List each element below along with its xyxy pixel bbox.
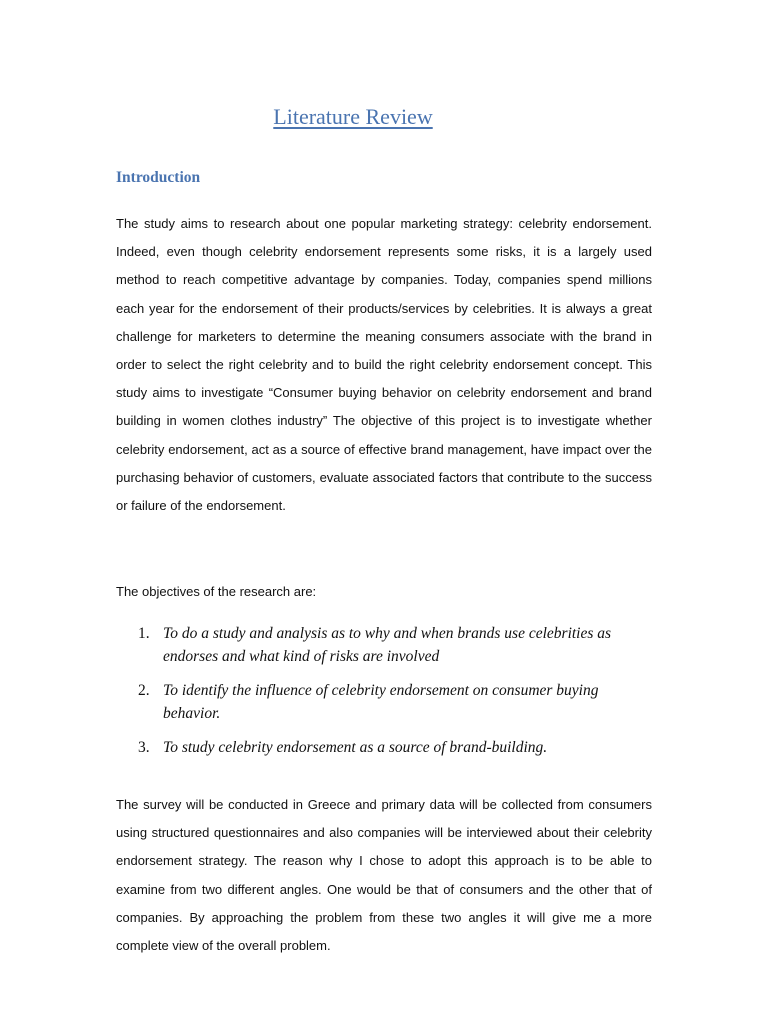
objective-number: 3. bbox=[138, 739, 150, 756]
objective-text: To study celebrity endorsement as a source of brand-building. bbox=[163, 739, 548, 756]
objective-number: 2. bbox=[138, 682, 150, 699]
intro-paragraph: The study aims to research about one popular marketing strategy: celebrity endorsement. Indeed, even though celebrity endorsement represents some risks, it is a largely used method to reach competitive advantage by companies. Today, companies spend millions each year for the endorsement of their products/services by celebrities. It is always a great challenge for marketers to determine the meaning consumers associate with the brand in order to select the right celebrity and to build the right celebrity endorsement concept. This study aims to investigate “Consumer buying behavior on celebrity endorsement and brand building in women clothes industry” The objective of this project is to investigate whether celebrity endorsement, act as a source of effective brand management, have impact over the purchasing behavior of customers, evaluate associated factors that contribute to the success or failure of the endorsement. bbox=[116, 216, 652, 514]
objective-item bbox=[116, 622, 656, 668]
objective-number: 1. bbox=[138, 625, 150, 642]
objective-item bbox=[116, 736, 656, 759]
section-heading-introduction: Introduction bbox=[116, 169, 201, 186]
objective-text: To do a study and analysis as to why and when brands use celebrities as endorses and what kind of risks are involved bbox=[163, 625, 612, 665]
objectives-list bbox=[116, 622, 656, 770]
objective-item bbox=[116, 679, 656, 725]
objectives-intro: The objectives of the research are: bbox=[116, 584, 317, 599]
document-title: Literature Review bbox=[273, 104, 433, 129]
objective-text: To identify the influence of celebrity endorsement on consumer buying behavior. bbox=[163, 682, 599, 722]
survey-paragraph: The survey will be conducted in Greece and primary data will be collected from consumers using structured questionnaires and also companies will be interviewed about their celebrity endorsement strategy. The reason why I chose to adopt this approach is to be able to examine from two different angles. One would be that of consumers and the other that of companies. By approaching the problem from these two angles it will give me a more complete view of the overall problem. bbox=[116, 797, 652, 954]
